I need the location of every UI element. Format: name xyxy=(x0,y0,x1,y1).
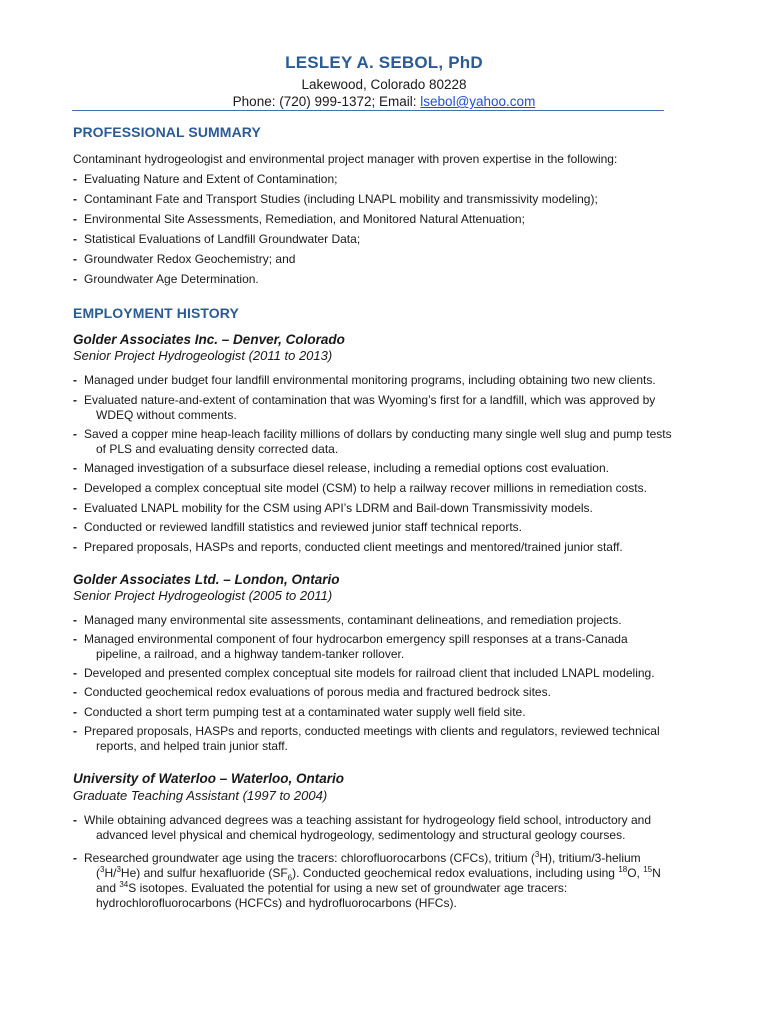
list-item: - Groundwater Redox Geochemistry; and xyxy=(73,252,296,266)
list-item: - Managed many environmental site assessments, contaminant delineations, and remediation projects. xyxy=(73,613,622,627)
list-item: - Conducted or reviewed landfill statistics and reviewed junior staff technical reports. xyxy=(73,520,522,534)
list-item: - Conducted a short term pumping test at a contaminated water supply well field site. xyxy=(73,705,526,719)
list-item: - Evaluated nature-and-extent of contamination that was Wyoming’s first for a landfill, which was approved by WDEQ without comments. xyxy=(73,393,656,422)
list-item: - Managed investigation of a subsurface diesel release, including a remedial options cost evaluation. xyxy=(73,461,609,475)
job-duties xyxy=(73,613,703,754)
list-item: - Statistical Evaluations of Landfill Groundwater Data; xyxy=(73,232,361,246)
job-role: Graduate Teaching Assistant (1997 to 2004) xyxy=(73,788,328,803)
list-item: - Evaluated LNAPL mobility for the CSM using API’s LDRM and Bail-down Transmissivity models. xyxy=(73,501,593,515)
header-divider xyxy=(72,110,664,111)
candidate-name: LESLEY A. SEBOL, PhD xyxy=(285,53,483,72)
resume-header xyxy=(0,53,768,110)
list-item: - Groundwater Age Determination. xyxy=(73,272,259,286)
list-item: - Conducted geochemical redox evaluations of porous media and fractured bedrock sites. xyxy=(73,685,551,699)
list-item: - Evaluating Nature and Extent of Contamination; xyxy=(73,172,338,186)
summary-intro: Contaminant hydrogeologist and environmental project manager with proven expertise in the following: xyxy=(73,152,618,166)
employer-name: Golder Associates Inc. – Denver, Colorado xyxy=(73,332,345,347)
section-title-summary: PROFESSIONAL SUMMARY xyxy=(73,124,261,140)
list-item: - Contaminant Fate and Transport Studies (including LNAPL mobility and transmissivity modeling); xyxy=(73,192,598,206)
summary-list xyxy=(73,172,703,287)
job-role: Senior Project Hydrogeologist (2005 to 2011) xyxy=(73,588,333,603)
job-role: Senior Project Hydrogeologist (2011 to 2013) xyxy=(73,348,333,363)
list-item: - Environmental Site Assessments, Remediation, and Monitored Natural Attenuation; xyxy=(73,212,525,226)
list-item: - Prepared proposals, HASPs and reports, conducted client meetings and mentored/trained junior staff. xyxy=(73,540,623,554)
list-item: - Developed and presented complex conceptual site models for railroad client that included LNAPL modeling. xyxy=(73,666,655,680)
address: Lakewood, Colorado 80228 xyxy=(301,77,467,92)
list-item: - Developed a complex conceptual site model (CSM) to help a railway recover millions in remediation costs. xyxy=(73,481,647,495)
list-item: - Saved a copper mine heap-leach facility millions of dollars by conducting many single well slug and pump tests of PLS and evaluating density corrected data. xyxy=(73,427,672,456)
section-title-employment: EMPLOYMENT HISTORY xyxy=(73,305,239,321)
phone-text: Phone: (720) 999-1372; Email: xyxy=(232,94,421,109)
employer-name: Golder Associates Ltd. – London, Ontario xyxy=(73,572,340,587)
list-item: - Researched groundwater age using the tracers: chlorofluorocarbons (CFCs), tritium ($^3$H), tritium/3-helium ($^3$H/$^3$He) and sulfur hexafluoride $(SF_6)$. Conducted geochemical redox evaluations, including using $^{18}$O, $^{15}$N and $^{34}$S isotopes. Evaluated the potential for using a new set of groundwater age tracers: hydrochlorofluorocarbons (HCFCs) and hydrofluorocarbons (HFCs). xyxy=(73,850,661,910)
contact-line xyxy=(0,93,768,110)
employer-name: University of Waterloo – Waterloo, Ontario xyxy=(73,771,345,786)
email-link[interactable]: lsebol@yahoo.com xyxy=(420,94,536,109)
list-item: - Managed environmental component of four hydrocarbon emergency spill responses at a trans-Canada pipeline, a railroad, and a highway tandem-tanker rollover. xyxy=(73,632,628,661)
list-item: - Managed under budget four landfill environmental monitoring programs, including obtaining two new clients. xyxy=(73,373,656,387)
list-item: - While obtaining advanced degrees was a teaching assistant for hydrogeology field school, introductory and advanced level physical and chemical hydrogeology, sedimentology and structural geology courses. xyxy=(73,813,652,842)
job-duties xyxy=(73,373,703,555)
job-duties xyxy=(73,813,703,911)
list-item: - Prepared proposals, HASPs and reports, conducted meetings with clients and regulators, reviewed technical reports, and helped train junior staff. xyxy=(73,724,660,753)
